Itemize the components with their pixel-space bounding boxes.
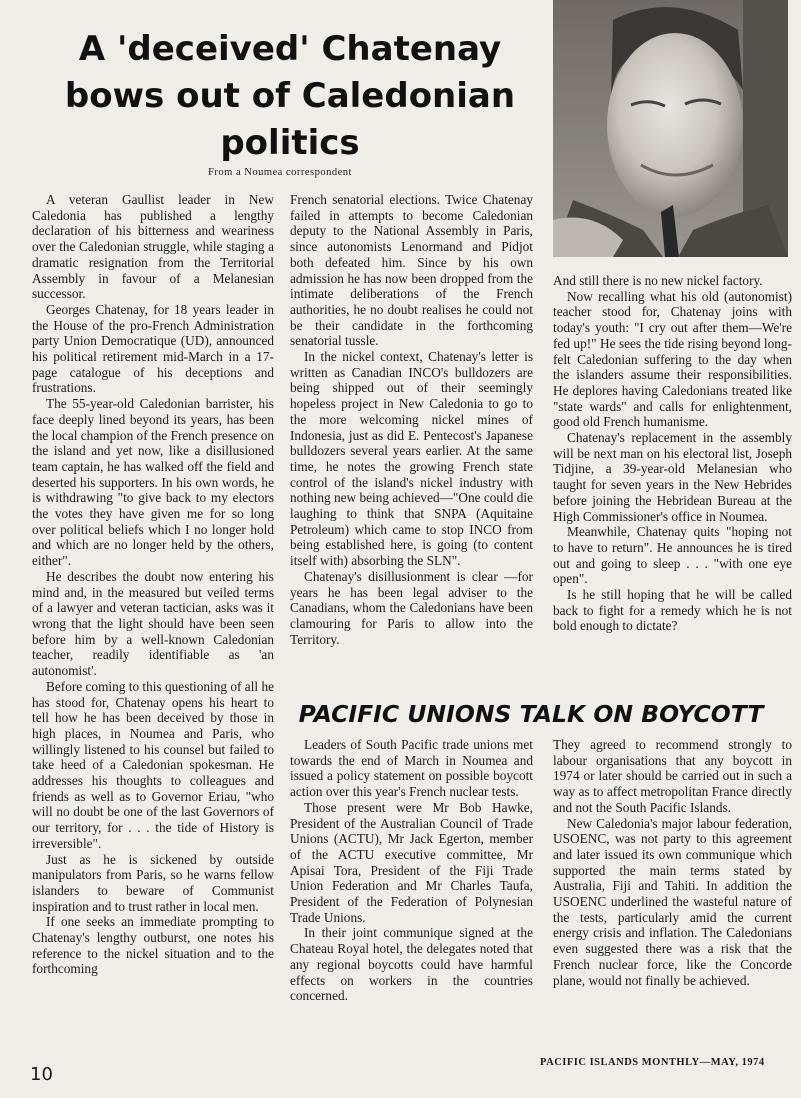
byline: From a Noumea correspondent	[208, 167, 352, 178]
paragraph: The 55-year-old Caledonian barrister, his face deeply lined beyond its years, has been the local champion of the French presence on the island and yet now, like a disillusioned team captain, he has walked off the field and deserted his supporters. In his own words, he is withdrawing "to give back to my electors the votes they have given me for so long over political beliefs which I no longer hold and which are no longer held by the others, either".	[32, 396, 274, 569]
article-headline: A 'deceived' Chatenay bows out of Caledonian politics	[64, 29, 516, 163]
paragraph: Just as he is sickened by outside manipulators from Paris, so he warns fellow islanders to beware of Communist inspiration and to trust rather in local men.	[32, 851, 274, 914]
paragraph: And still there is no new nickel factory.	[553, 273, 763, 288]
paragraph: New Caledonia's major labour federation, USOENC, was not party to this agreement and later issued its own communique which supported the main terms stated by Australia, Fiji and Tahiti. In addition the USOENC underlined the wasteful nature of the tests, particularly amid the current energy crisis and inflation. The Caledonians even suggested there was a risk that the French nuclear force, like the Concorde plane, would not finally be achieved.	[553, 815, 792, 988]
paragraph: Those present were Mr Bob Hawke, President of the Australian Council of Trade Unions (ACTU), Mr Jack Egerton, member of the ACTU executive committee, Mr Apisai Tora, President of the Fiji Trade Union Federation and Mr Charles Taufa, President of the Federation of Polynesian Trade Unions.	[290, 799, 533, 925]
paragraph: In their joint communique signed at the Chateau Royal hotel, the delegates noted that any regional boycotts could have harmful effects on workers in the countries concerned.	[290, 925, 533, 1004]
publication-footer: PACIFIC ISLANDS MONTHLY—MAY, 1974	[540, 1057, 765, 1068]
article2-column-1	[290, 737, 533, 1004]
article1-column-1	[32, 192, 274, 977]
article1-column-3	[553, 273, 792, 634]
paragraph: They agreed to recommend strongly to labour organisations that any boycott in 1974 or later should be carried out in such a way as to affect metropolitan France directly and not the South Pacific Islands.	[553, 737, 792, 815]
paragraph: In the nickel context, Chatenay's letter is written as Canadian INCO's bulldozers are being shipped out of their seemingly hopeless project in New Caledonia to go to the more welcoming nickel mines of Indonesia, just as did E. Pentecost's Japanese bulldozers several years earlier. At the same time, he notes the growing French state control of the island's nickel industry with nothing new being achieved—"One could die laughing to think that SNPA (Aquitaine Petroleum) which came to stop INCO from being established here, is going (to content itself with) absorbing the SLN".	[290, 349, 533, 569]
paragraph: If one seeks an immediate prompting to Chatenay's lengthy outburst, one notes his reference to the nickel situation and to the forthcoming	[32, 914, 274, 977]
paragraph: Chatenay's disillusionment is clear —for years he has been legal adviser to the Canadians, whom the Caledonians have been clamouring for Paris to allow into the Territory.	[290, 568, 533, 647]
paragraph: A veteran Gaullist leader in New Caledonia has published a lengthy declaration of his bitterness and weariness over the Caledonian struggle, while staging a dramatic resignation from the Territorial Assembly in favour of a Melanesian successor.	[32, 192, 274, 302]
paragraph: He describes the doubt now entering his mind and, in the measured but veiled terms of a lawyer and veteran tactician, asks was it wrong that the light should have been seen before him by a well-known Caledonian teacher, readily identifiable as 'an autonomist'.	[32, 568, 274, 679]
paragraph: Before coming to this questioning of all he has stood for, Chatenay opens his heart to tell how he has been deceived by those in high places, in Noumea and Paris, who willingly listened to his counsel but failed to take heed of a Caledonian spokesman. He addresses his thoughts to colleagues and friends as well as to Governor Eriau, "who will no doubt be one of the last Governors of our territory, for . . . the tide of History is irreversible".	[32, 678, 274, 851]
paragraph: Now recalling what his old (autonomist) teacher stood for, Chatenay joins with today's youth: "I cry out after them—We're fed up!" He sees the tide rising beyond long-felt Caledonian suffering to the day when the islanders assume their responsibilities. He deplores having Caledonians treated like "state wards" and calls for enlightenment, good old French humanisme.	[553, 288, 792, 430]
paragraph: Leaders of South Pacific trade unions met towards the end of March in Noumea and issued a policy statement on possible boycott action over this year's French nuclear tests.	[290, 737, 533, 800]
article1-column-2	[290, 192, 533, 647]
page-number: 10	[30, 1064, 53, 1085]
paragraph: French senatorial elections. Twice Chatenay failed in attempts to become Caledonian deputy to the National Assembly in Paris, since autonomists Lenormand and Pidjot both defeated him. Since by his own admission he has now been dropped from the intimate deliberations of the French authorities, he no doubt realises he could not be their candidate in the forthcoming senatorial tussle.	[290, 192, 533, 349]
paragraph: Georges Chatenay, for 18 years leader in the House of the pro-French Administration party Union Democratique (UD), announced his political retirement mid-March in a 17-page catalogue of his deceptions and frustrations.	[32, 301, 274, 396]
paragraph: Is he still hoping that he will be called back to fight for a remedy which he is not bold enough to dictate?	[553, 587, 792, 634]
paragraph: Meanwhile, Chatenay quits "hoping not to have to return". He announces he is tired out and going to sleep . . . "with one eye open".	[553, 524, 792, 587]
article2-column-2	[553, 737, 792, 988]
paragraph: Chatenay's replacement in the assembly will be next man on his electoral list, Joseph Tidjine, a 39-year-old Melanesian who taught for seven years in the New Hebrides before joining the Hebridean Bureau at the High Commissioner's office in Noumea.	[553, 430, 792, 524]
portrait-photo	[553, 0, 788, 257]
article2-headline: PACIFIC UNIONS TALK ON BOYCOTT	[298, 700, 764, 728]
portrait-image	[553, 0, 788, 257]
